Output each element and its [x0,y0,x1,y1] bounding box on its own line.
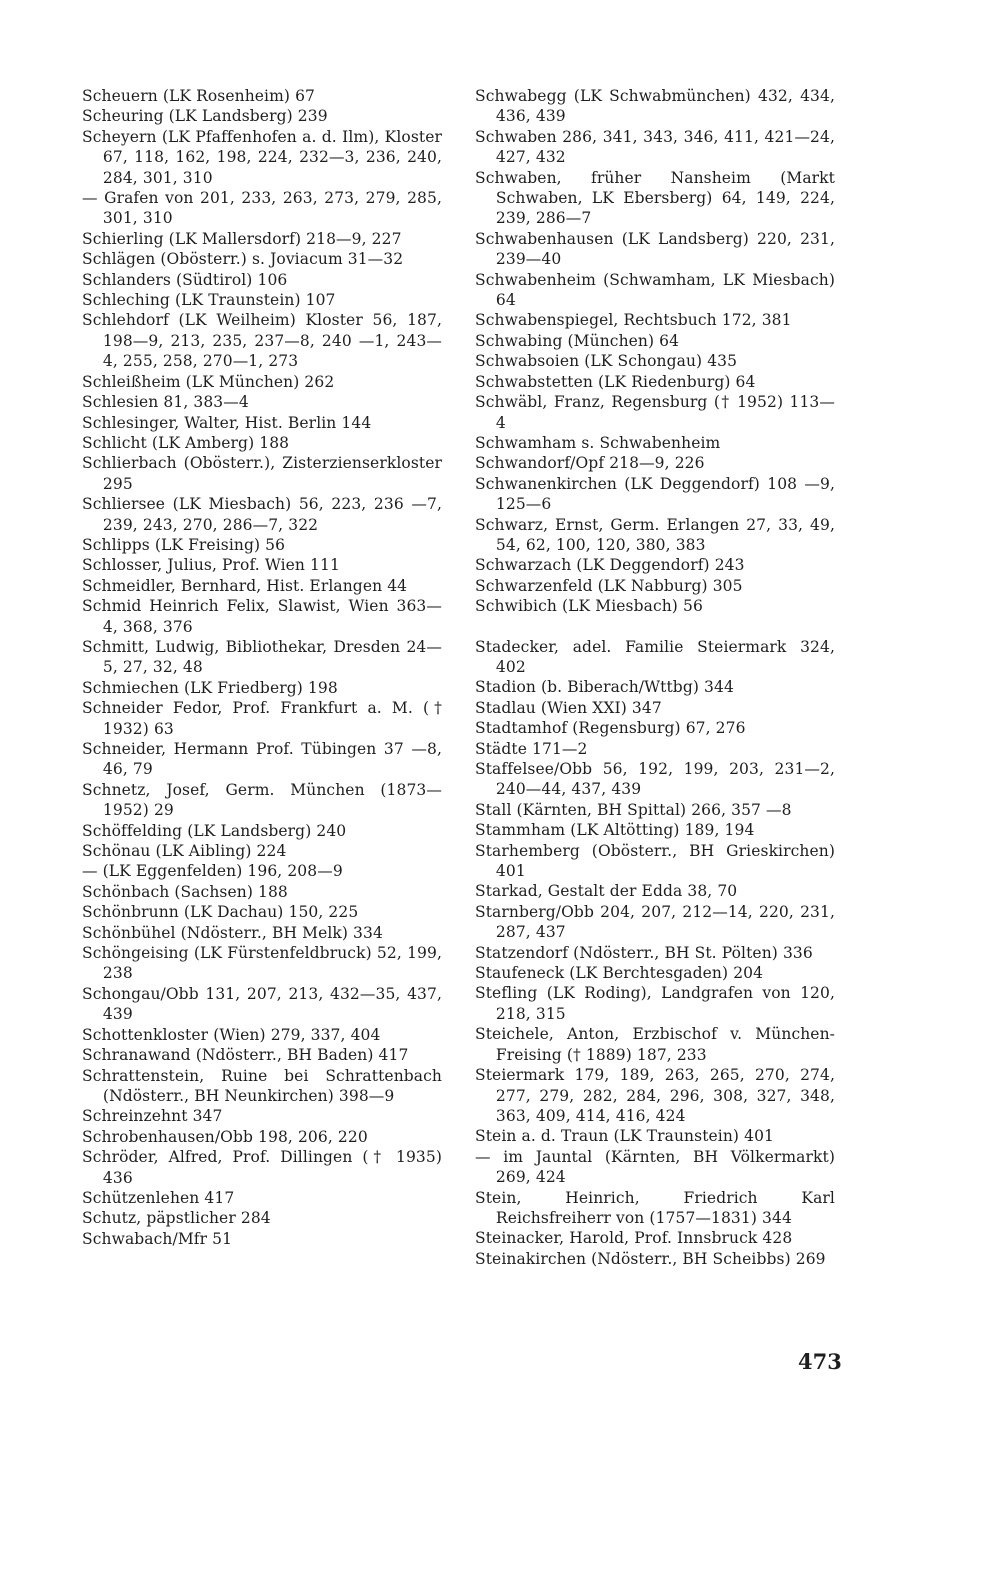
index-entry: Schlosser, Julius, Prof. Wien 111 [82,556,340,575]
index-entry: Starkad, Gestalt der Edda 38, 70 [475,882,738,901]
index-entry: Schwabenspiegel, Rechtsbuch 172, 381 [475,311,792,330]
index-entry: Schönbach (Sachsen) 188 [82,882,288,901]
index-entry: Schwabegg (LK Schwabmünchen) 432, 434, 436, 439 [475,87,835,126]
index-entry: Schlierbach (Obösterr.), Zisterzienserkloster 295 [82,454,442,493]
index-entry: Statzendorf (Ndösterr., BH St. Pölten) 336 [475,943,813,962]
index-entry: Scheuring (LK Landsberg) 239 [82,107,328,126]
index-entry: Schlipps (LK Freising) 56 [82,535,286,554]
index-entry: Schmeidler, Bernhard, Hist. Erlangen 44 [82,576,408,595]
index-entry: Stadecker, adel. Familie Steiermark 324, 402 [475,637,835,676]
right-index-column [475,86,835,1269]
index-entry: Steinakirchen (Ndösterr., BH Scheibbs) 269 [475,1249,826,1268]
index-entry: Steichele, Anton, Erzbischof v. München-Freising († 1889) 187, 233 [475,1025,835,1064]
index-entry: Schwibich (LK Miesbach) 56 [475,597,703,616]
index-entry: Schranawand (Ndösterr., BH Baden) 417 [82,1046,409,1065]
index-entry: Staufeneck (LK Berchtesgaden) 204 [475,964,764,983]
index-entry: Schwabsoien (LK Schongau) 435 [475,352,738,371]
index-entry: Schlesinger, Walter, Hist. Berlin 144 [82,413,372,432]
index-entry: Schrattenstein, Ruine bei Schrattenbach (Ndösterr., BH Neunkirchen) 398—9 [82,1066,442,1105]
index-entry: Schleißheim (LK München) 262 [82,372,335,391]
index-entry: Stall (Kärnten, BH Spittal) 266, 357 —8 [475,800,792,819]
index-entry: Steiermark 179, 189, 263, 265, 270, 274, 277, 279, 282, 284, 296, 308, 327, 348, 363, 409, 414, 416, 424 [475,1066,835,1125]
index-entry: Städte 171—2 [475,739,588,758]
index-entry: Schützenlehen 417 [82,1188,235,1207]
index-entry: Schliersee (LK Miesbach) 56, 223, 236 —7, 239, 243, 270, 286—7, 322 [82,495,442,534]
index-entry: — im Jauntal (Kärnten, BH Völkermarkt) 269, 424 [475,1147,835,1187]
index-entry: Scheyern (LK Pfaffenhofen a. d. Ilm), Kloster 67, 118, 162, 198, 224, 232—3, 236, 240, 284, 301, 310 [82,127,442,187]
index-entry: Schwanenkirchen (LK Deggendorf) 108 —9, 125—6 [475,474,835,514]
index-entry: Schwabstetten (LK Riedenburg) 64 [475,372,756,391]
page-number: 473 [798,1349,842,1374]
index-entry: Stadion (b. Biberach/Wttbg) 344 [475,678,734,697]
index-entry: Schöffelding (LK Landsberg) 240 [82,821,347,840]
index-entry: Schlanders (Südtirol) 106 [82,270,288,289]
index-entry: Schutz, päpstlicher 284 [82,1209,271,1228]
index-entry: Schneider, Hermann Prof. Tübingen 37 —8, 46, 79 [82,740,442,779]
index-entry: Schwaben 286, 341, 343, 346, 411, 421—24, 427, 432 [475,127,835,167]
index-entry: Staffelsee/Obb 56, 192, 199, 203, 231—2, 240—44, 437, 439 [475,760,835,799]
index-entry: Schwarz, Ernst, Germ. Erlangen 27, 33, 49, 54, 62, 100, 120, 380, 383 [475,515,835,554]
index-entry: Stein, Heinrich, Friedrich Karl Reichsfreiherr von (1757—1831) 344 [475,1188,835,1227]
index-entry: — Grafen von 201, 233, 263, 273, 279, 285, 301, 310 [82,189,442,228]
index-entry: Schönau (LK Aibling) 224 [82,842,287,861]
index-entry: Schlicht (LK Amberg) 188 [82,433,290,452]
index-entry: Schreinzehnt 347 [82,1107,223,1126]
index-entry: Schwäbl, Franz, Regensburg († 1952) 113—4 [475,393,835,432]
index-entry: Schwaben, früher Nansheim (Markt Schwaben, LK Ebersberg) 64, 149, 224, 239, 286—7 [475,168,835,228]
index-entry: Schönbrunn (LK Dachau) 150, 225 [82,903,359,922]
index-entry: Schröder, Alfred, Prof. Dillingen († 1935) 436 [82,1148,442,1187]
index-entry: Schwabing (München) 64 [475,331,680,350]
index-entry: Schottenkloster (Wien) 279, 337, 404 [82,1025,381,1044]
index-entry: Schwabach/Mfr 51 [82,1229,233,1248]
index-entry: Schnetz, Josef, Germ. München (1873—1952) 29 [82,780,442,820]
index-entry: Schrobenhausen/Obb 198, 206, 220 [82,1127,368,1146]
index-entry: Schlehdorf (LK Weilheim) Kloster 56, 187, 198—9, 213, 235, 237—8, 240 —1, 243—4, 255, 258, 270—1, 273 [82,311,442,371]
index-entry: Schlesien 81, 383—4 [82,393,249,412]
index-entry: Schwabenheim (Schwamham, LK Miesbach) 64 [475,270,835,310]
index-entry: Schwandorf/Opf 218—9, 226 [475,454,705,473]
index-entry: Steinacker, Harold, Prof. Innsbruck 428 [475,1229,793,1248]
index-entry: Stefling (LK Roding), Landgrafen von 120, 218, 315 [475,984,835,1023]
index-entry: Scheuern (LK Rosenheim) 67 [82,87,315,105]
index-entry: Starhemberg (Obösterr., BH Grieskirchen) 401 [475,841,835,881]
index-entry: Schleching (LK Traunstein) 107 [82,291,336,310]
index-entry: Stein a. d. Traun (LK Traunstein) 401 [475,1127,774,1146]
left-index-column [82,86,442,1249]
index-entry: Schwarzach (LK Deggendorf) 243 [475,556,745,575]
index-entry: Starnberg/Obb 204, 207, 212—14, 220, 231, 287, 437 [475,902,835,942]
index-entry: Schwabenhausen (LK Landsberg) 220, 231, 239—40 [475,229,835,269]
index-entry: Stammham (LK Altötting) 189, 194 [475,821,755,840]
index-entry: Schwamham s. Schwabenheim [475,433,721,452]
index-entry: Schönbühel (Ndösterr., BH Melk) 334 [82,923,383,942]
index-entry: — (LK Eggenfelden) 196, 208—9 [82,862,343,881]
index-entry: Schierling (LK Mallersdorf) 218—9, 227 [82,229,402,248]
index-entry: Schwarzenfeld (LK Nabburg) 305 [475,576,743,595]
index-entry: Stadtamhof (Regensburg) 67, 276 [475,719,746,738]
index-entry: Schmid Heinrich Felix, Slawist, Wien 363—4, 368, 376 [82,597,442,636]
index-entry: Schmitt, Ludwig, Bibliothekar, Dresden 24—5, 27, 32, 48 [82,637,442,677]
index-entry: Stadlau (Wien XXI) 347 [475,698,662,717]
index-entry: Schmiechen (LK Friedberg) 198 [82,678,338,697]
index-entry: Schneider Fedor, Prof. Frankfurt a. M. († 1932) 63 [82,699,442,738]
index-entry: Schöngeising (LK Fürstenfeldbruck) 52, 199, 238 [82,944,442,983]
index-entry: Schongau/Obb 131, 207, 213, 432—35, 437, 439 [82,984,442,1024]
index-entry: Schlägen (Obösterr.) s. Joviacum 31—32 [82,250,404,269]
